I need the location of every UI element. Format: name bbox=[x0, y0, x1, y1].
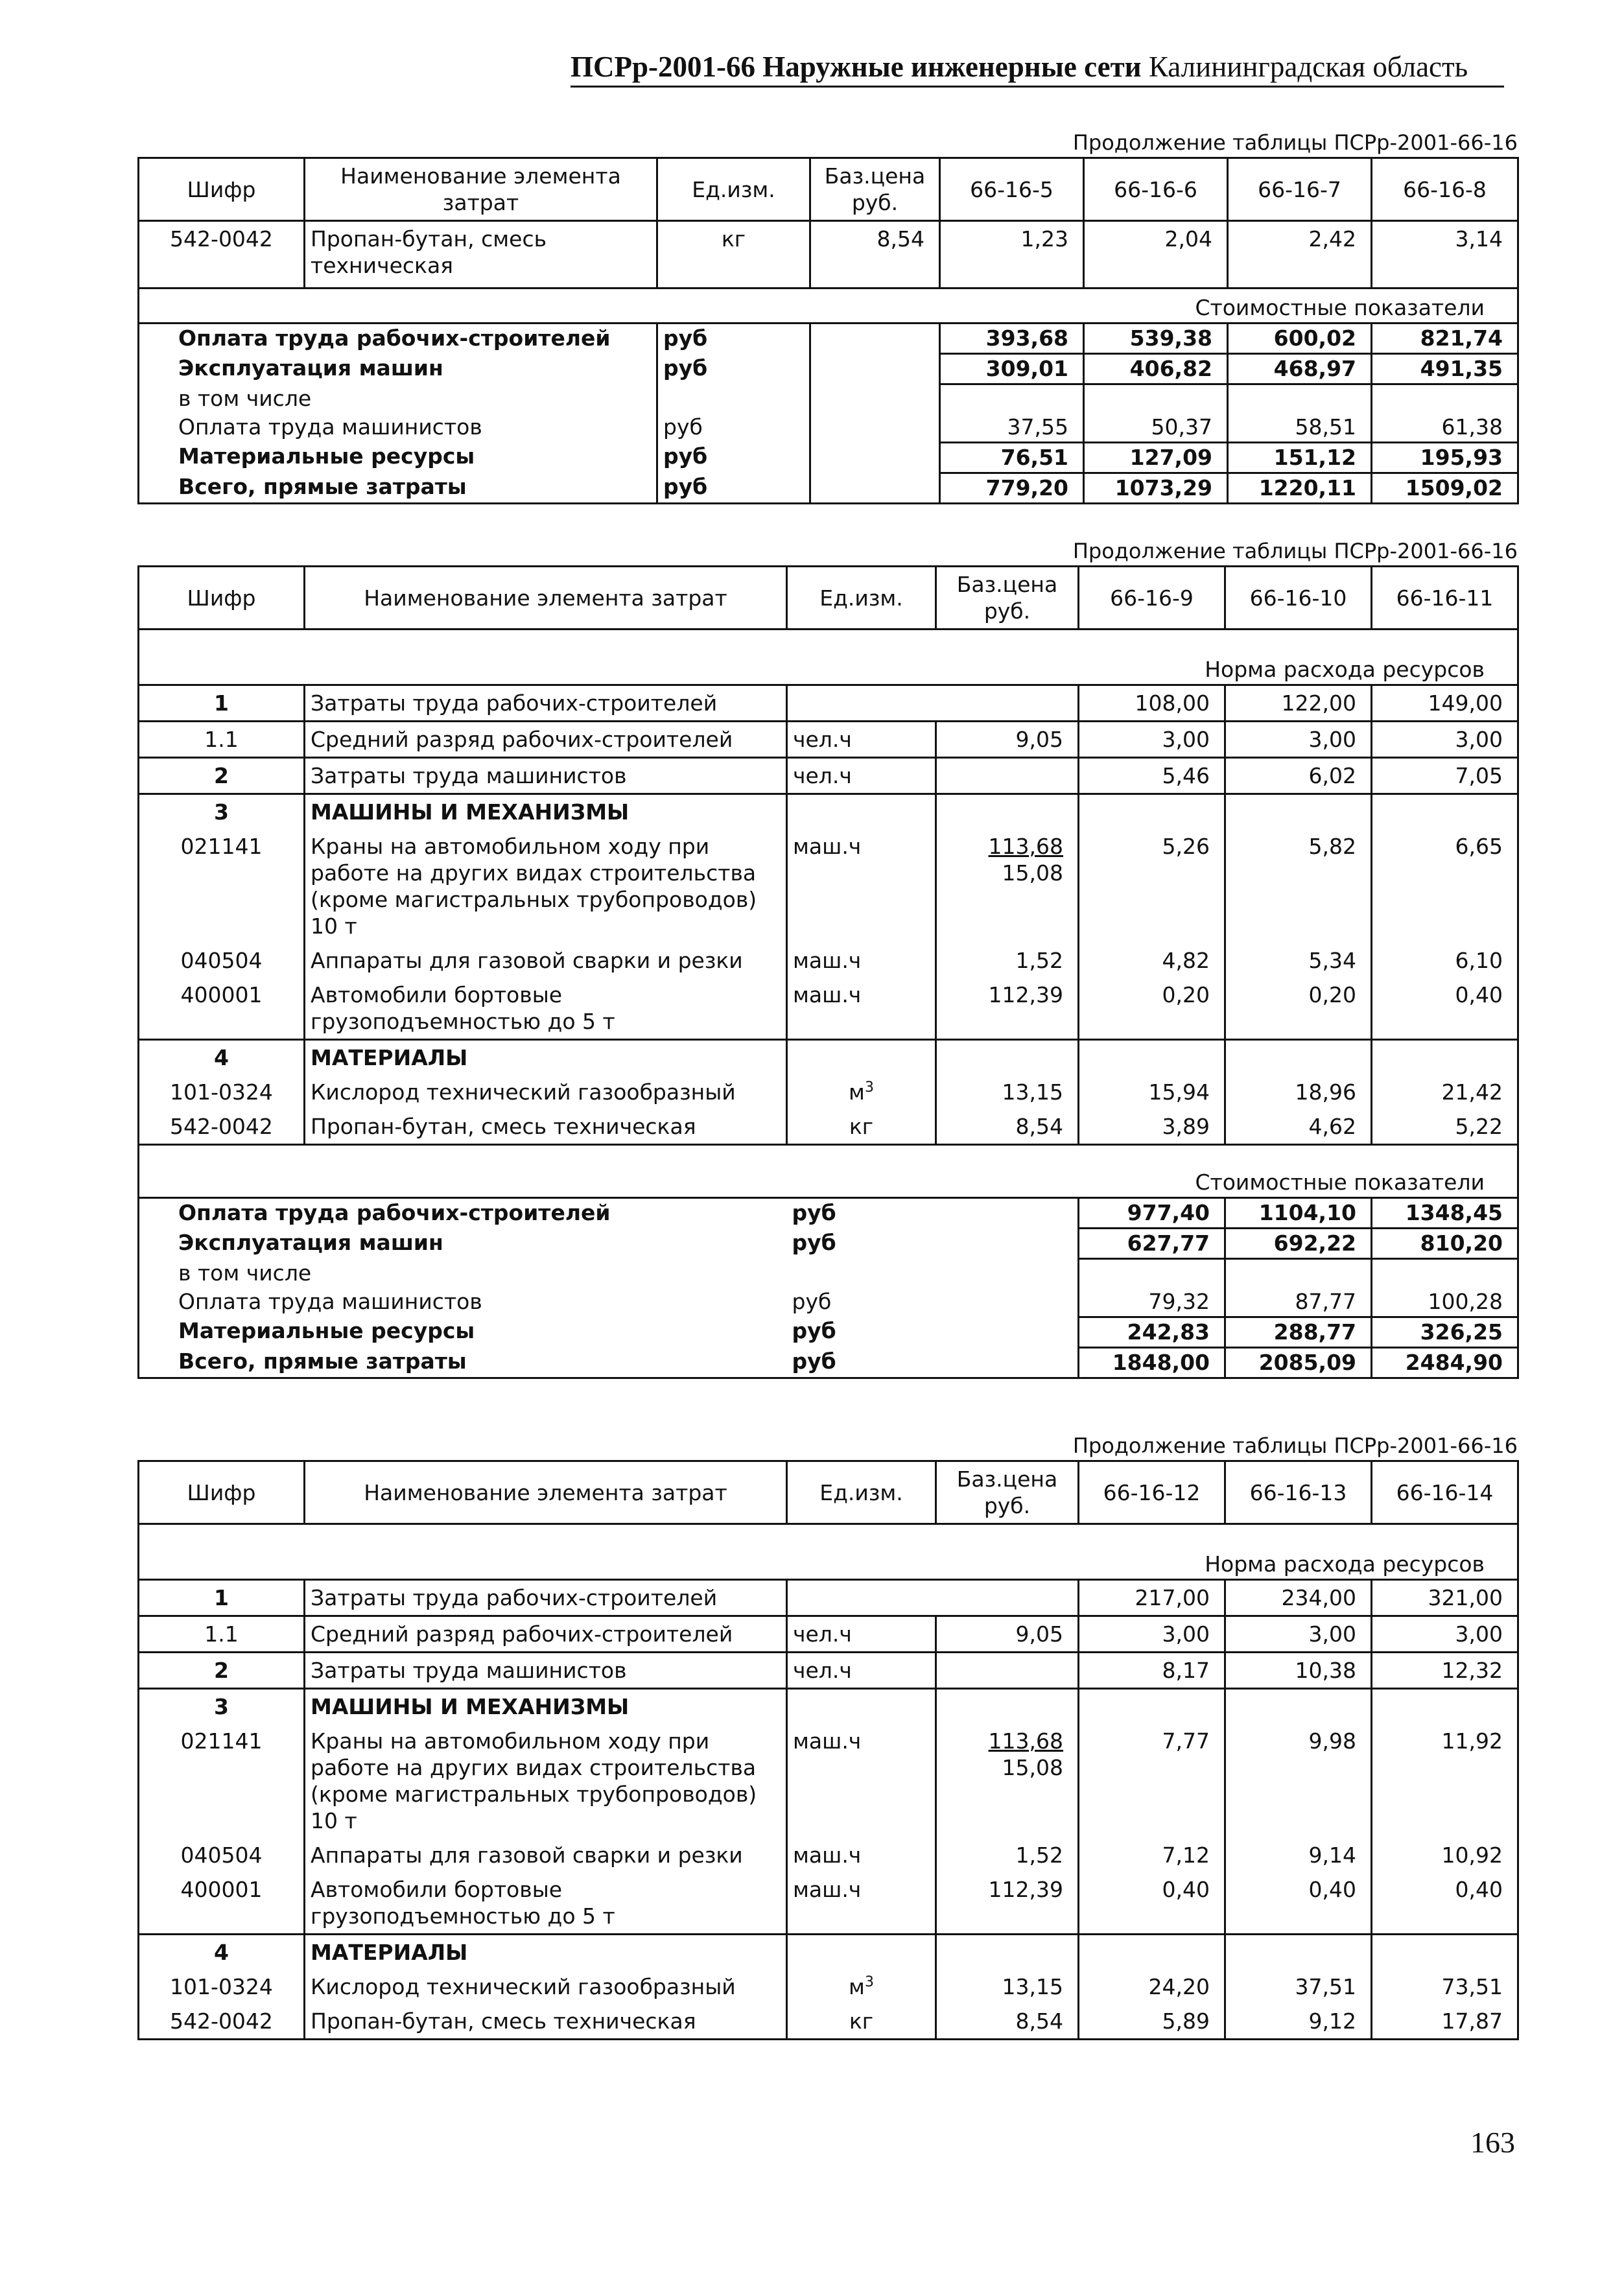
table-row bbox=[139, 943, 1518, 978]
section-row bbox=[139, 794, 1518, 830]
row-name: Затраты труда машинистов bbox=[305, 758, 787, 794]
row-price: 9,05 bbox=[936, 722, 1079, 758]
cost-unit: руб bbox=[657, 324, 810, 354]
table-row bbox=[139, 829, 1518, 943]
row-value: 5,82 bbox=[1225, 829, 1372, 943]
cost-value: 2484,90 bbox=[1372, 1347, 1518, 1378]
row-code: 040504 bbox=[139, 943, 305, 978]
row-value: 9,98 bbox=[1225, 1724, 1372, 1838]
cost-value: 242,83 bbox=[1079, 1317, 1225, 1347]
row-name: Аппараты для газовой сварки и резки bbox=[305, 1838, 787, 1872]
table1-caption: Продолжение таблицы ПСРр-2001-66-16 bbox=[1072, 130, 1518, 155]
row-value: 234,00 bbox=[1225, 1580, 1372, 1616]
row-name: Затраты труда машинистов bbox=[305, 1653, 787, 1689]
col-code: Шифр bbox=[139, 567, 305, 630]
row-value: 7,77 bbox=[1079, 1724, 1225, 1838]
row-value: 7,12 bbox=[1079, 1838, 1225, 1872]
cost-unit: руб bbox=[657, 473, 810, 503]
cost-section-title bbox=[139, 1145, 1518, 1198]
row-price: 8,54 bbox=[936, 1109, 1079, 1145]
col-unit: Ед.изм. bbox=[787, 567, 936, 630]
section-row bbox=[139, 1935, 1518, 1970]
row-value: 17,87 bbox=[1372, 2004, 1518, 2040]
cost-row bbox=[139, 1259, 1518, 1288]
row-value: 24,20 bbox=[1079, 1970, 1225, 2004]
row-unit: маш.ч bbox=[787, 1838, 936, 1872]
cost-unit: руб bbox=[792, 1318, 836, 1343]
row-code: 542-0042 bbox=[139, 221, 305, 288]
cost-unit: руб bbox=[792, 1200, 836, 1225]
cost-value: 468,97 bbox=[1228, 354, 1372, 384]
cost-value: 288,77 bbox=[1225, 1317, 1372, 1347]
row-value: 5,46 bbox=[1079, 758, 1225, 794]
row-code: 1.1 bbox=[139, 1616, 305, 1653]
table-row bbox=[139, 722, 1518, 758]
row-value: 5,26 bbox=[1079, 829, 1225, 943]
row-value: 10,38 bbox=[1225, 1653, 1372, 1689]
row-value: 3,00 bbox=[1372, 1616, 1518, 1653]
cost-value: 326,25 bbox=[1372, 1317, 1518, 1347]
col-price: Баз.цена руб. bbox=[810, 158, 940, 221]
table-row bbox=[139, 1838, 1518, 1872]
row-code: 1 bbox=[139, 1580, 305, 1616]
row-value: 2,42 bbox=[1228, 221, 1372, 288]
table-row bbox=[139, 1872, 1518, 1935]
cost-unit: руб bbox=[792, 1288, 832, 1314]
table2-header-row bbox=[139, 567, 1518, 630]
row-value: 37,51 bbox=[1225, 1970, 1372, 2004]
row-name: Кислород технический газообразный bbox=[305, 1075, 787, 1109]
row-price: 8,54 bbox=[936, 2004, 1079, 2040]
row-value: 6,02 bbox=[1225, 758, 1372, 794]
cost-value: 1848,00 bbox=[1079, 1347, 1225, 1378]
row-unit: м bbox=[849, 1974, 865, 1999]
row-value: 6,10 bbox=[1372, 943, 1518, 978]
cost-name: Оплата труда рабочих-строителей bbox=[139, 324, 657, 354]
row-value: 10,92 bbox=[1372, 1838, 1518, 1872]
row-value: 5,34 bbox=[1225, 943, 1372, 978]
row-name: Краны на автомобильном ходу при работе на других видах строительства (кроме магистральных трубопроводов) 10 т bbox=[305, 1724, 787, 1838]
row-name: Автомобили бортовые грузоподъемностью до 5 т bbox=[305, 978, 787, 1040]
table1 bbox=[137, 157, 1517, 504]
col-price: Баз.цена руб. bbox=[936, 1461, 1079, 1524]
col-code: Шифр bbox=[139, 158, 305, 221]
row-value: 9,12 bbox=[1225, 2004, 1372, 2040]
cost-row bbox=[139, 413, 1518, 443]
row-name: МАШИНЫ И МЕХАНИЗМЫ bbox=[305, 794, 787, 830]
row-unit: маш.ч bbox=[787, 1872, 936, 1935]
row-unit: маш.ч bbox=[787, 829, 936, 943]
row-name: Краны на автомобильном ходу при работе на других видах строительства (кроме магистральных трубопроводов) 10 т bbox=[305, 829, 787, 943]
table3-caption: Продолжение таблицы ПСРр-2001-66-16 bbox=[1072, 1433, 1518, 1458]
row-price: 112,39 bbox=[936, 1872, 1079, 1935]
cost-row bbox=[139, 473, 1518, 503]
cost-value: 79,32 bbox=[1079, 1288, 1225, 1317]
table-row bbox=[139, 1109, 1518, 1145]
cost-value: 100,28 bbox=[1372, 1288, 1518, 1317]
cost-value: 821,74 bbox=[1372, 324, 1518, 354]
cost-value: 1348,45 bbox=[1372, 1198, 1518, 1229]
cost-value: 37,55 bbox=[940, 413, 1084, 443]
cost-title: Стоимостные показатели bbox=[139, 1145, 1518, 1198]
row-price: 13,15 bbox=[936, 1075, 1079, 1109]
page-number: 163 bbox=[1470, 2126, 1515, 2159]
unit-superscript: 3 bbox=[864, 1974, 874, 1990]
row-value: 9,14 bbox=[1225, 1838, 1372, 1872]
col-code-3: 66-16-11 bbox=[1372, 567, 1518, 630]
cost-value: 406,82 bbox=[1084, 354, 1228, 384]
row-price: 113,68 bbox=[988, 1728, 1063, 1754]
col-name: Наименование элемента затрат bbox=[305, 567, 787, 630]
cost-value: 779,20 bbox=[940, 473, 1084, 503]
row-value: 3,00 bbox=[1079, 1616, 1225, 1653]
header-region: Калининградская область bbox=[1148, 51, 1468, 83]
row-unit: кг bbox=[787, 1109, 936, 1145]
cost-value: 1073,29 bbox=[1084, 473, 1228, 503]
row-name: Средний разряд рабочих-строителей bbox=[305, 1616, 787, 1653]
row-price: 1,52 bbox=[936, 943, 1079, 978]
row-value: 3,00 bbox=[1225, 1616, 1372, 1653]
cost-value: 692,22 bbox=[1225, 1229, 1372, 1259]
cost-name: Эксплуатация машин bbox=[139, 354, 657, 384]
row-name: Средний разряд рабочих-строителей bbox=[305, 722, 787, 758]
row-price: 13,15 bbox=[936, 1970, 1079, 2004]
row-unit: кг bbox=[657, 221, 810, 288]
col-code-2: 66-16-10 bbox=[1225, 567, 1372, 630]
cost-value: 87,77 bbox=[1225, 1288, 1372, 1317]
row-name: Затраты труда рабочих-строителей bbox=[305, 685, 787, 722]
cost-name: Эксплуатация машин bbox=[139, 1229, 787, 1259]
header-title: ПСРр-2001-66 Наружные инженерные сети bbox=[571, 51, 1142, 83]
cost-value: 810,20 bbox=[1372, 1229, 1518, 1259]
row-code: 4 bbox=[139, 1935, 305, 1970]
row-value: 0,40 bbox=[1079, 1872, 1225, 1935]
row-name: Кислород технический газообразный bbox=[305, 1970, 787, 2004]
row-value: 5,89 bbox=[1079, 2004, 1225, 2040]
col-code-1: 66-16-9 bbox=[1079, 567, 1225, 630]
table2-caption: Продолжение таблицы ПСРр-2001-66-16 bbox=[1072, 539, 1518, 563]
row-value: 149,00 bbox=[1372, 685, 1518, 722]
col-code: Шифр bbox=[139, 1461, 305, 1524]
row-code: 400001 bbox=[139, 978, 305, 1040]
cost-row bbox=[139, 1198, 1518, 1229]
row-value: 1,23 bbox=[940, 221, 1084, 288]
row-price: 8,54 bbox=[810, 221, 940, 288]
cost-value: 1104,10 bbox=[1225, 1198, 1372, 1229]
row-unit: маш.ч bbox=[787, 978, 936, 1040]
norm-title: Норма расхода ресурсов bbox=[139, 630, 1518, 685]
cost-value: 151,12 bbox=[1228, 442, 1372, 473]
row-value: 7,05 bbox=[1372, 758, 1518, 794]
row-unit: чел.ч bbox=[787, 722, 936, 758]
row-name: Аппараты для газовой сварки и резки bbox=[305, 943, 787, 978]
cost-title: Стоимостные показатели bbox=[139, 288, 1518, 324]
row-value: 321,00 bbox=[1372, 1580, 1518, 1616]
col-name: Наименование элемента затрат bbox=[305, 158, 657, 221]
cost-value: 600,02 bbox=[1228, 324, 1372, 354]
table3-header-row bbox=[139, 1461, 1518, 1524]
cost-row bbox=[139, 1229, 1518, 1259]
row-code: 400001 bbox=[139, 1872, 305, 1935]
row-code: 3 bbox=[139, 1689, 305, 1725]
cost-value: 1509,02 bbox=[1372, 473, 1518, 503]
norm-section-title bbox=[139, 1524, 1518, 1580]
cost-row bbox=[139, 354, 1518, 384]
row-price-secondary: 15,08 bbox=[1002, 860, 1063, 886]
row-unit: м bbox=[849, 1079, 865, 1105]
table-row bbox=[139, 978, 1518, 1040]
norm-title: Норма расхода ресурсов bbox=[139, 1524, 1518, 1580]
cost-name: Материальные ресурсы bbox=[139, 1317, 787, 1347]
row-code: 040504 bbox=[139, 1838, 305, 1872]
row-value: 122,00 bbox=[1225, 685, 1372, 722]
cost-value: 76,51 bbox=[940, 442, 1084, 473]
cost-name: Оплата труда машинистов bbox=[139, 413, 657, 443]
row-name: МАТЕРИАЛЫ bbox=[305, 1040, 787, 1076]
col-code-1: 66-16-5 bbox=[940, 158, 1084, 221]
row-value: 18,96 bbox=[1225, 1075, 1372, 1109]
row-name: Пропан-бутан, смесь техническая bbox=[305, 221, 657, 288]
row-value: 3,89 bbox=[1079, 1109, 1225, 1145]
row-value: 3,00 bbox=[1079, 722, 1225, 758]
cost-row bbox=[139, 1288, 1518, 1317]
row-value: 11,92 bbox=[1372, 1724, 1518, 1838]
row-price: 112,39 bbox=[936, 978, 1079, 1040]
row-code: 542-0042 bbox=[139, 2004, 305, 2040]
col-code-2: 66-16-13 bbox=[1225, 1461, 1372, 1524]
cost-value: 127,09 bbox=[1084, 442, 1228, 473]
table-row bbox=[139, 1616, 1518, 1653]
row-code: 3 bbox=[139, 794, 305, 830]
cost-row bbox=[139, 384, 1518, 413]
row-name: Пропан-бутан, смесь техническая bbox=[305, 1109, 787, 1145]
col-unit: Ед.изм. bbox=[787, 1461, 936, 1524]
cost-value: 977,40 bbox=[1079, 1198, 1225, 1229]
col-unit: Ед.изм. bbox=[657, 158, 810, 221]
col-code-2: 66-16-6 bbox=[1084, 158, 1228, 221]
row-code: 2 bbox=[139, 1653, 305, 1689]
table-row bbox=[139, 2004, 1518, 2040]
cost-name: Всего, прямые затраты bbox=[139, 1347, 787, 1378]
cost-row bbox=[139, 324, 1518, 354]
cost-unit: руб bbox=[787, 1347, 936, 1378]
cost-value: 1220,11 bbox=[1228, 473, 1372, 503]
col-code-3: 66-16-7 bbox=[1228, 158, 1372, 221]
row-unit: чел.ч bbox=[787, 1653, 936, 1689]
cost-unit: руб bbox=[657, 413, 810, 443]
cost-name: Оплата труда машинистов bbox=[139, 1288, 787, 1317]
table3 bbox=[137, 1460, 1517, 2040]
row-code: 1 bbox=[139, 685, 305, 722]
table-row bbox=[139, 685, 1518, 722]
row-price-secondary: 15,08 bbox=[1002, 1755, 1063, 1780]
row-unit: кг bbox=[787, 2004, 936, 2040]
row-value: 0,20 bbox=[1079, 978, 1225, 1040]
cost-value: 50,37 bbox=[1084, 413, 1228, 443]
row-value: 3,00 bbox=[1225, 722, 1372, 758]
table-row bbox=[139, 758, 1518, 794]
row-code: 021141 bbox=[139, 1724, 305, 1838]
cost-unit: руб bbox=[657, 442, 810, 473]
table-row bbox=[139, 1075, 1518, 1109]
cost-unit: руб bbox=[657, 354, 810, 384]
cost-value: 491,35 bbox=[1372, 354, 1518, 384]
section-row bbox=[139, 1040, 1518, 1076]
table-row bbox=[139, 1970, 1518, 2004]
row-unit: маш.ч bbox=[787, 943, 936, 978]
row-value: 2,04 bbox=[1084, 221, 1228, 288]
row-value: 6,65 bbox=[1372, 829, 1518, 943]
row-value: 21,42 bbox=[1372, 1075, 1518, 1109]
row-price: 113,68 bbox=[988, 834, 1063, 859]
row-name: Автомобили бортовые грузоподъемностью до 5 т bbox=[305, 1872, 787, 1935]
cost-value: 539,38 bbox=[1084, 324, 1228, 354]
row-value: 3,14 bbox=[1372, 221, 1518, 288]
row-value: 73,51 bbox=[1372, 1970, 1518, 2004]
page-header bbox=[571, 49, 1504, 88]
row-value: 108,00 bbox=[1079, 685, 1225, 722]
row-name: Пропан-бутан, смесь техническая bbox=[305, 2004, 787, 2040]
table-row bbox=[139, 221, 1518, 288]
row-value: 5,22 bbox=[1372, 1109, 1518, 1145]
row-value: 15,94 bbox=[1079, 1075, 1225, 1109]
row-code: 542-0042 bbox=[139, 1109, 305, 1145]
row-code: 2 bbox=[139, 758, 305, 794]
cost-unit: руб bbox=[792, 1229, 836, 1255]
cost-value: 61,38 bbox=[1372, 413, 1518, 443]
row-value: 0,40 bbox=[1372, 978, 1518, 1040]
row-value: 4,82 bbox=[1079, 943, 1225, 978]
unit-superscript: 3 bbox=[864, 1079, 874, 1096]
col-code-3: 66-16-14 bbox=[1372, 1461, 1518, 1524]
cost-name: Материальные ресурсы bbox=[139, 442, 657, 473]
row-value: 0,40 bbox=[1225, 1872, 1372, 1935]
row-code: 4 bbox=[139, 1040, 305, 1076]
row-value: 0,40 bbox=[1372, 1872, 1518, 1935]
row-value: 3,00 bbox=[1372, 722, 1518, 758]
row-value: 217,00 bbox=[1079, 1580, 1225, 1616]
row-code: 101-0324 bbox=[139, 1970, 305, 2004]
row-unit: чел.ч bbox=[787, 758, 936, 794]
cost-value: 627,77 bbox=[1079, 1229, 1225, 1259]
cost-name: Всего, прямые затраты bbox=[139, 473, 657, 503]
table-row bbox=[139, 1580, 1518, 1616]
row-price: 9,05 bbox=[936, 1616, 1079, 1653]
table1-header-row bbox=[139, 158, 1518, 221]
cost-row bbox=[139, 442, 1518, 473]
cost-value: 58,51 bbox=[1228, 413, 1372, 443]
col-price: Баз.цена руб. bbox=[936, 567, 1079, 630]
table-row bbox=[139, 1653, 1518, 1689]
row-value: 12,32 bbox=[1372, 1653, 1518, 1689]
row-name: МАТЕРИАЛЫ bbox=[305, 1935, 787, 1970]
cost-row bbox=[139, 1347, 1518, 1378]
row-name: Затраты труда рабочих-строителей bbox=[305, 1580, 787, 1616]
row-unit: чел.ч bbox=[787, 1616, 936, 1653]
cost-section-title bbox=[139, 288, 1518, 324]
cost-value: 2085,09 bbox=[1225, 1347, 1372, 1378]
row-code: 1.1 bbox=[139, 722, 305, 758]
row-code: 101-0324 bbox=[139, 1075, 305, 1109]
row-price: 1,52 bbox=[936, 1838, 1079, 1872]
cost-name: Оплата труда рабочих-строителей bbox=[139, 1198, 787, 1229]
row-value: 8,17 bbox=[1079, 1653, 1225, 1689]
col-code-1: 66-16-12 bbox=[1079, 1461, 1225, 1524]
row-value: 4,62 bbox=[1225, 1109, 1372, 1145]
norm-section-title bbox=[139, 630, 1518, 685]
cost-value: 393,68 bbox=[940, 324, 1084, 354]
col-name: Наименование элемента затрат bbox=[305, 1461, 787, 1524]
cost-value: 309,01 bbox=[940, 354, 1084, 384]
row-code: 021141 bbox=[139, 829, 305, 943]
row-unit: маш.ч bbox=[787, 1724, 936, 1838]
cost-value: 195,93 bbox=[1372, 442, 1518, 473]
cost-name: в том числе bbox=[139, 384, 657, 413]
row-value: 0,20 bbox=[1225, 978, 1372, 1040]
table-row bbox=[139, 1724, 1518, 1838]
cost-row bbox=[139, 1317, 1518, 1347]
row-name: МАШИНЫ И МЕХАНИЗМЫ bbox=[305, 1689, 787, 1725]
col-code-4: 66-16-8 bbox=[1372, 158, 1518, 221]
table2 bbox=[137, 565, 1517, 1379]
section-row bbox=[139, 1689, 1518, 1725]
cost-name: в том числе bbox=[139, 1259, 787, 1288]
